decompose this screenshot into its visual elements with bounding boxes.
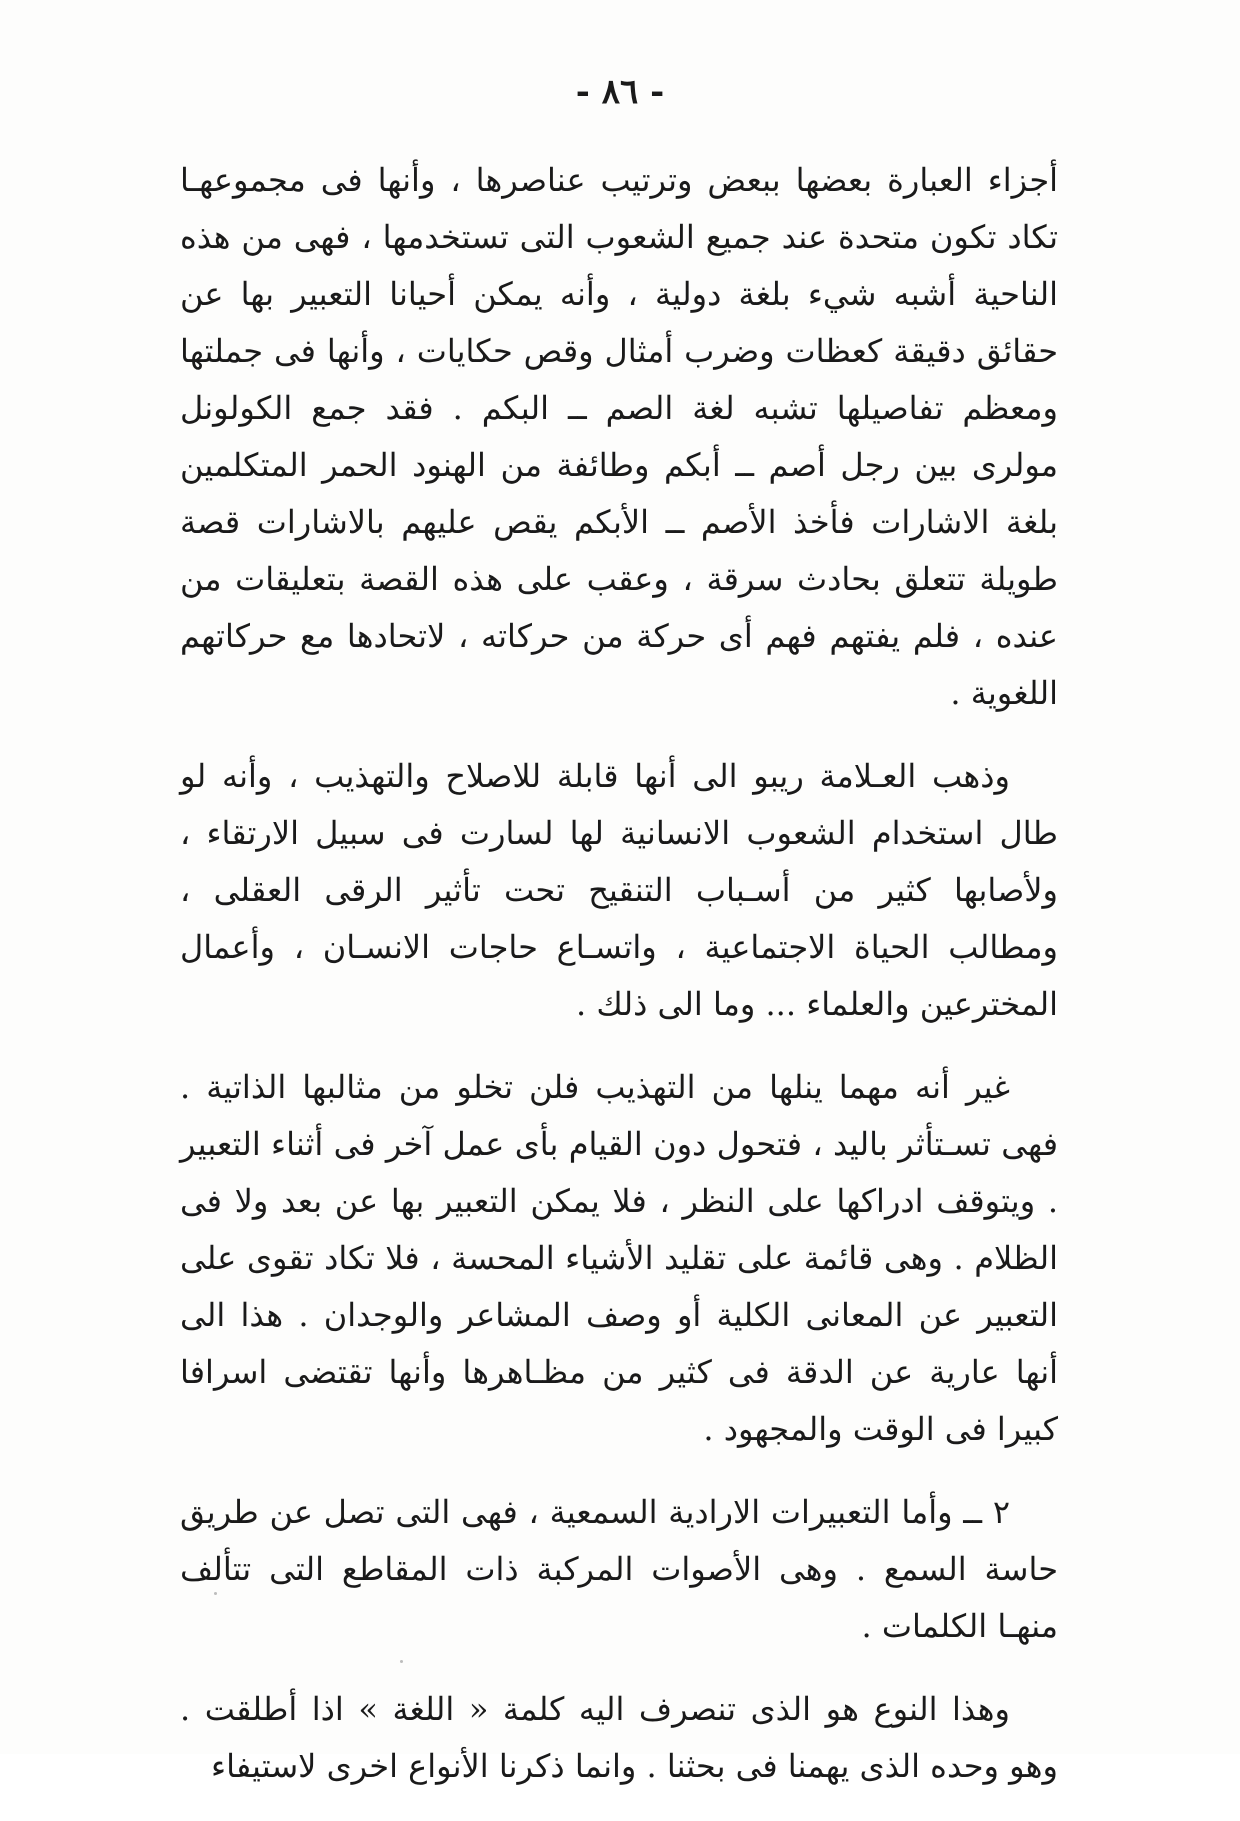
paragraph-3: غير أنه مهما ينلها من التهذيب فلن تخلو من مثالبها الذاتية . فهى تسـتأثر باليد ، فتحول دون القيام بأى عمل آخر فى أثناء التعبير . ويتوقف ادراكها على النظر ، فلا يمكن التعبير بها عن بعد ولا فى الظلام . وهى قائمة على تقليد الأشياء المحسة ، فلا تكاد تقوى على التعبير عن المعانى الكلية أو وصف المشاعر والوجدان . هذا الى أنها عارية عن الدقة فى كثير من مظـاهرها وأنها تقتضى اسرافا كبيرا فى الوقت والمجهود . <box>180 1068 1059 1448</box>
paragraph-2: وذهب العـلامة ريبو الى أنها قابلة للاصلاح والتهذيب ، وأنه لو طال استخدام الشعوب الانسانية لها لسارت فى سبيل الارتقاء ، ولأصابها كثير من أسـباب التنقيح تحت تأثير الرقى العقلى ، ومطالب الحياة الاجتماعية ، واتسـاع حاجات الانسـان ، وأعمال المخترعين والعلماء ... وما الى ذلك . <box>180 757 1058 1023</box>
scan-speck <box>214 1592 217 1595</box>
page-number: - ٨٦ - <box>575 72 665 112</box>
paragraph-5: وهذا النوع هو الذى تنصرف اليه كلمة « اللغة » اذا أطلقت . وهو وحده الذى يهمنا فى بحثنا . وانما ذكرنا الأنواع اخرى لاستيفاء <box>180 1690 1058 1785</box>
paragraph-4: ٢ ــ وأما التعبيرات الارادية السمعية ، فهى التى تصل عن طريق حاسة السمع . وهى الأصوات المركبة ذات المقاطع التى تتألف منهـا الكلمات . <box>180 1493 1058 1645</box>
page-body <box>180 152 1058 1821</box>
scan-speck <box>400 1660 403 1663</box>
paragraph-1: أجزاء العبارة بعضها ببعض وترتيب عناصرها ، وأنها فى مجموعهـا تكاد تكون متحدة عند جميع الشعوب التى تستخدمها ، فهى من هذه الناحية أشبه شيء بلغة دولية ، وأنه يمكن أحيانا التعبير بها عن حقائق دقيقة كعظات وضرب أمثال وقص حكايات ، وأنها فى جملتها ومعظم تفاصيلها تشبه لغة الصم ــ البكم . فقد جمع الكولونل مولرى بين رجل أصم ــ أبكم وطائفة من الهنود الحمر المتكلمين بلغة الاشارات فأخذ الأصم ــ الأبكم يقص عليهم بالاشارات قصة طويلة تتعلق بحادث سرقة ، وعقب على هذه القصة بتعليقات من عنده ، فلم يفتهم فهم أى حركة من حركاته ، لاتحادها مع حركاتهم اللغوية . <box>180 161 1059 712</box>
